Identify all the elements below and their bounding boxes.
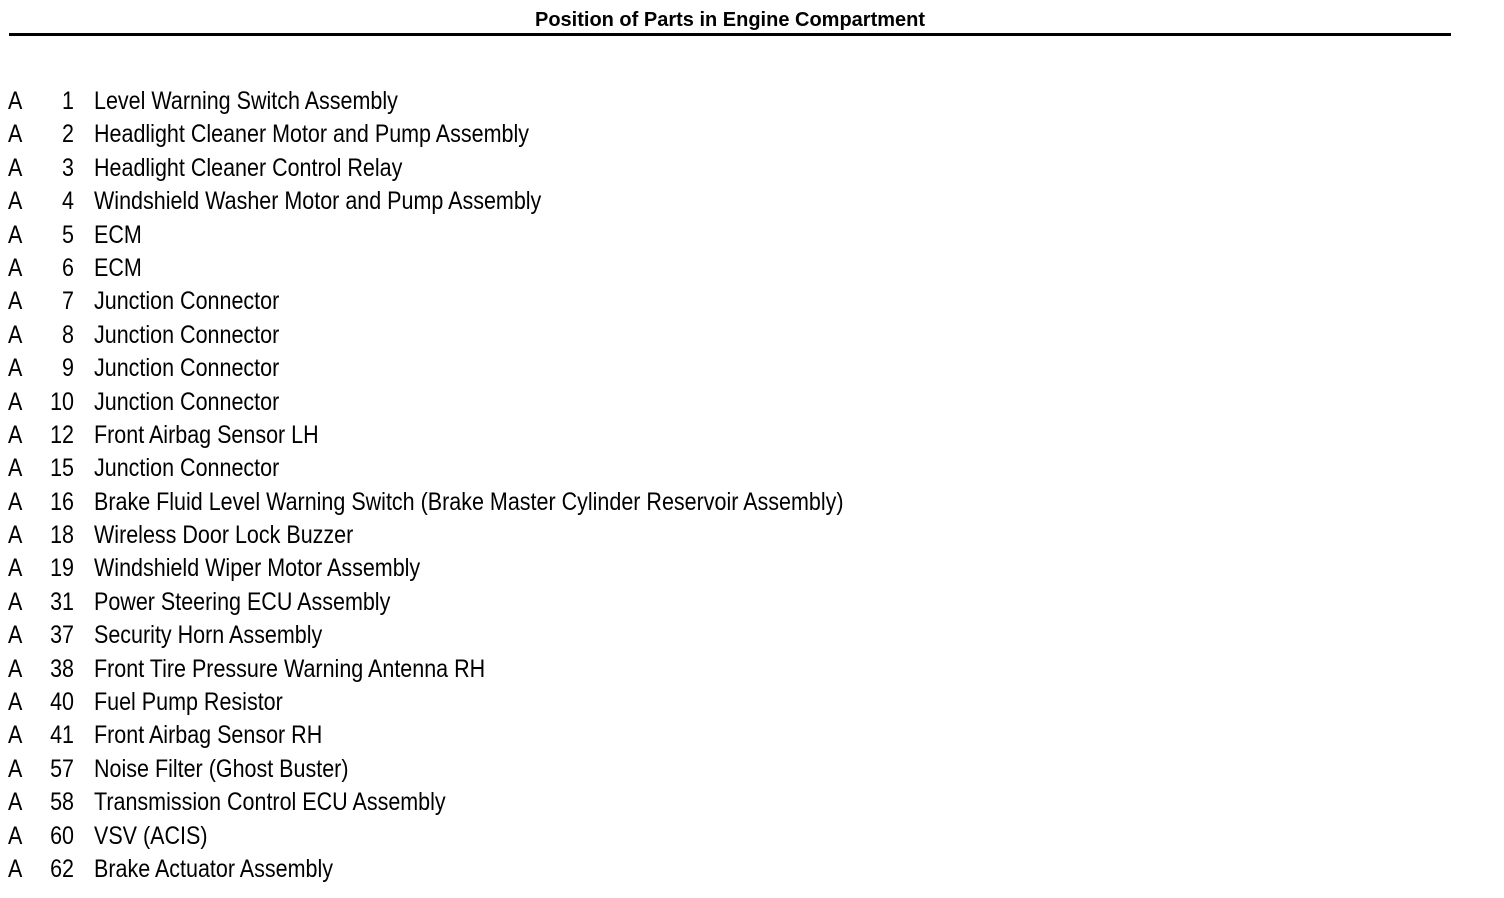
part-name: Power Steering ECU Assembly (94, 587, 391, 616)
part-location-code: A (8, 688, 23, 717)
list-item (0, 486, 1000, 519)
part-name: Transmission Control ECU Assembly (94, 788, 446, 817)
part-name: Junction Connector (94, 320, 280, 349)
part-number: 12 (50, 420, 74, 449)
list-item (0, 686, 1000, 719)
part-location-code: A (8, 253, 23, 282)
part-number: 7 (62, 287, 74, 316)
part-number: 3 (62, 153, 74, 182)
part-number: 38 (50, 654, 74, 683)
list-item (0, 252, 1000, 285)
part-location-code: A (8, 621, 23, 650)
list-item (0, 719, 1000, 752)
part-name: Junction Connector (94, 354, 280, 383)
list-item (0, 586, 1000, 619)
part-location-code: A (8, 754, 23, 783)
part-location-code: A (8, 487, 23, 516)
part-number: 4 (62, 187, 74, 216)
part-location-code: A (8, 354, 23, 383)
part-number: 58 (50, 788, 74, 817)
part-number: 60 (50, 821, 74, 850)
part-number: 6 (62, 253, 74, 282)
part-name: Front Airbag Sensor LH (94, 420, 319, 449)
part-name: Brake Fluid Level Warning Switch (Brake Master Cylinder Reservoir Assembly) (94, 487, 844, 516)
part-number: 57 (50, 754, 74, 783)
list-item (0, 552, 1000, 585)
part-number: 2 (62, 120, 74, 149)
part-number: 62 (50, 854, 74, 883)
part-number: 10 (50, 387, 74, 416)
part-number: 41 (50, 721, 74, 750)
part-name: Junction Connector (94, 454, 280, 483)
part-number: 40 (50, 688, 74, 717)
list-item (0, 152, 1000, 185)
part-location-code: A (8, 854, 23, 883)
part-location-code: A (8, 187, 23, 216)
part-number: 5 (62, 220, 74, 249)
part-name: Fuel Pump Resistor (94, 688, 283, 717)
part-name: Brake Actuator Assembly (94, 854, 333, 883)
part-name: Noise Filter (Ghost Buster) (94, 754, 349, 783)
part-location-code: A (8, 387, 23, 416)
part-location-code: A (8, 320, 23, 349)
part-location-code: A (8, 454, 23, 483)
list-item (0, 619, 1000, 652)
list-item (0, 386, 1000, 419)
part-name: ECM (94, 253, 142, 282)
part-name: Security Horn Assembly (94, 621, 323, 650)
part-location-code: A (8, 521, 23, 550)
part-location-code: A (8, 554, 23, 583)
part-location-code: A (8, 821, 23, 850)
list-item (0, 653, 1000, 686)
list-item (0, 352, 1000, 385)
part-name: Windshield Washer Motor and Pump Assembly (94, 187, 542, 216)
part-location-code: A (8, 287, 23, 316)
list-item (0, 85, 1000, 118)
part-name: Headlight Cleaner Motor and Pump Assembly (94, 120, 529, 149)
part-number: 16 (50, 487, 74, 516)
part-number: 37 (50, 621, 74, 650)
part-number: 31 (50, 587, 74, 616)
list-item (0, 185, 1000, 218)
part-number: 19 (50, 554, 74, 583)
parts-list (0, 85, 1000, 886)
list-item (0, 853, 1000, 886)
list-item (0, 452, 1000, 485)
part-location-code: A (8, 87, 23, 115)
list-item (0, 820, 1000, 853)
list-item (0, 419, 1000, 452)
part-number: 1 (62, 87, 74, 115)
part-name: Front Airbag Sensor RH (94, 721, 323, 750)
part-location-code: A (8, 220, 23, 249)
part-number: 18 (50, 521, 74, 550)
part-location-code: A (8, 420, 23, 449)
part-name: Windshield Wiper Motor Assembly (94, 554, 421, 583)
part-number: 9 (62, 354, 74, 383)
part-name: Headlight Cleaner Control Relay (94, 153, 403, 182)
part-name: Level Warning Switch Assembly (94, 87, 398, 115)
list-item (0, 285, 1000, 318)
part-location-code: A (8, 654, 23, 683)
part-location-code: A (8, 120, 23, 149)
list-item (0, 219, 1000, 252)
list-item (0, 753, 1000, 786)
list-item (0, 319, 1000, 352)
list-item (0, 786, 1000, 819)
list-item (0, 118, 1000, 151)
part-location-code: A (8, 587, 23, 616)
part-location-code: A (8, 153, 23, 182)
title-divider (9, 33, 1451, 36)
part-location-code: A (8, 721, 23, 750)
part-location-code: A (8, 788, 23, 817)
list-item (0, 519, 1000, 552)
part-name: Junction Connector (94, 387, 280, 416)
part-number: 15 (50, 454, 74, 483)
part-name: Front Tire Pressure Warning Antenna RH (94, 654, 486, 683)
page-title: Position of Parts in Engine Compartment (534, 9, 926, 31)
part-name: Junction Connector (94, 287, 280, 316)
part-name: VSV (ACIS) (94, 821, 208, 850)
part-name: ECM (94, 220, 142, 249)
part-number: 8 (62, 320, 74, 349)
part-name: Wireless Door Lock Buzzer (94, 521, 354, 550)
